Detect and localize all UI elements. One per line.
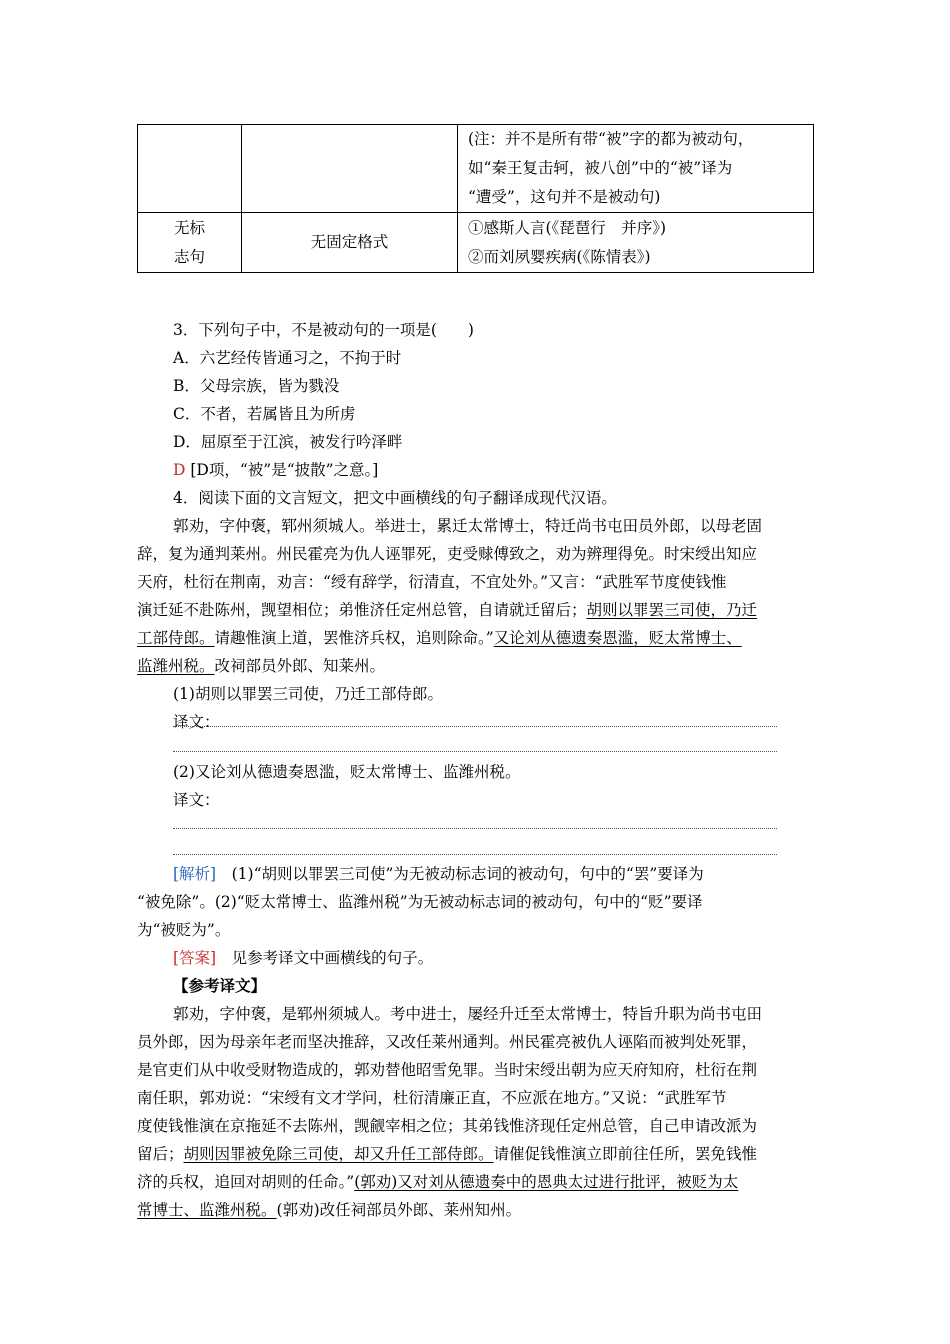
underlined-sentence: 常博士、监潍州税。 bbox=[137, 1201, 277, 1219]
passage-text: 改祠部员外郎、知莱州。 bbox=[214, 657, 386, 675]
reference-line: 员外郎，因为母亲年老而坚决推辞，又改任莱州通判。州民霍亮被仇人诬陷而被判处死罪， bbox=[137, 1033, 758, 1051]
answer-blank-line bbox=[173, 828, 777, 829]
grammar-table bbox=[137, 124, 814, 273]
reference-text: 留后； bbox=[137, 1145, 184, 1163]
question-3-stem: 3．下列句子中，不是被动句的一项是( ) bbox=[173, 321, 474, 339]
answer-letter: D bbox=[173, 461, 186, 479]
analysis-text: (1)“胡则以罪罢三司使”为无被动标志词的被动句，句中的“罢”要译为 bbox=[216, 865, 704, 883]
answer-line bbox=[137, 944, 853, 972]
analysis-tag: [解析] bbox=[173, 865, 217, 883]
note-line: (注：并不是所有带“被”字的都为被动句， bbox=[468, 130, 754, 148]
analysis-line: “被免除”。(2)“贬太常博士、监潍州税”为无被动标志词的被动句，句中的“贬”要译 bbox=[137, 893, 703, 911]
option-b: B．父母宗族，皆为戮没 bbox=[173, 377, 340, 395]
type-line: 志句 bbox=[173, 247, 205, 266]
answer-tag: [答案] bbox=[173, 949, 217, 967]
passage-line: 辞，复为通判莱州。州民霍亮为仇人诬罪死，吏受赇傅致之，劝为辨理得免。时宋绶出知应 bbox=[137, 545, 758, 563]
question-4-stem: 4．阅读下面的文言短文，把文中画横线的句子翻译成现代汉语。 bbox=[173, 489, 617, 507]
reference-line: 郭劝，字仲褒，是郓州须城人。考中进士，屡经升迁至太常博士，特旨升职为尚书屯田 bbox=[173, 1005, 763, 1023]
type-line: 无标 bbox=[173, 218, 205, 237]
table-cell-type bbox=[138, 213, 242, 273]
reference-heading: 【参考译文】 bbox=[173, 976, 267, 995]
option-a: A．六艺经传皆通习之，不拘于时 bbox=[173, 349, 402, 367]
table-row bbox=[138, 125, 814, 213]
answer-text: 见参考译文中画横线的句子。 bbox=[216, 949, 434, 967]
passage-line bbox=[137, 652, 817, 680]
passage-text: 请趣惟演上道，罢惟济兵权，追则除命。” bbox=[214, 629, 494, 647]
option-c: C．不者，若属皆且为所虏 bbox=[173, 405, 356, 423]
reference-line: 是官吏们从中收受财物造成的，郭劝替他昭雪免罪。当时宋绶出朝为应天府知府，杜衍在荆 bbox=[137, 1061, 758, 1079]
underlined-sentence: 胡则因罪被免除三司使，却又升任工部侍郎。 bbox=[183, 1145, 494, 1163]
passage-line: 郭劝，字仲褒，郓州须城人。举进士，累迁太常博士，特迁尚书屯田员外郎，以母老固 bbox=[173, 517, 763, 535]
table-cell-empty bbox=[242, 125, 458, 213]
reference-text: (郭劝)改任祠部员外郎、莱州知州。 bbox=[276, 1201, 522, 1219]
table-row bbox=[138, 213, 814, 273]
analysis-line: 为“被贬为”。 bbox=[137, 921, 231, 939]
answer-blank-line bbox=[173, 726, 777, 727]
table-cell-format: 无固定格式 bbox=[242, 213, 458, 273]
note-line: 如“秦王复击轲，被八创”中的“被”译为 bbox=[468, 159, 733, 177]
translation-label: 译文： bbox=[173, 791, 220, 809]
table-cell-examples bbox=[458, 213, 814, 273]
reference-text: 请催促钱惟演立即前往任所，罢免钱惟 bbox=[493, 1145, 758, 1163]
table-cell-note bbox=[458, 125, 814, 213]
example-line: ①感斯人言(《琵琶行 并序》) bbox=[468, 218, 667, 237]
underlined-sentence: 胡则以罪罢三司使，乃迁 bbox=[586, 601, 758, 619]
sub-question-2: (2)又论刘从德遗奏恩滥，贬太常博士、监潍州税。 bbox=[173, 763, 521, 781]
table-cell-empty bbox=[138, 125, 242, 213]
underlined-sentence: (郭劝)又对刘从德遗奏中的恩典太过进行批评，被贬为太 bbox=[354, 1173, 739, 1191]
reference-line: 度使钱惟演在京拖延不去陈州，觊觎宰相之位；其弟钱惟济现任定州总管，自己申请改派为 bbox=[137, 1117, 758, 1135]
underlined-sentence: 又论刘从德遗奏恩滥，贬太常博士、 bbox=[493, 629, 742, 647]
note-line: “遭受”，这句并不是被动句) bbox=[468, 188, 661, 206]
answer-blank-line bbox=[173, 854, 777, 855]
passage-line: 天府，杜衍在荆南，劝言：“绶有辞学，衍清直，不宜处外。”又言：“武胜军节度使钱惟 bbox=[137, 573, 727, 591]
analysis-line bbox=[137, 860, 853, 888]
reference-text: 济的兵权，追回对胡则的任命。” bbox=[137, 1173, 355, 1191]
passage-line bbox=[137, 624, 817, 652]
reference-line: 南任职，郭劝说：“宋绶有文才学问，杜衍清廉正直，不应派在地方。”又说：“武胜军节 bbox=[137, 1089, 727, 1107]
sub-question-1: (1)胡则以罪罢三司使，乃迁工部侍郎。 bbox=[173, 685, 443, 703]
option-d: D．屈原至于江滨，被发行吟泽畔 bbox=[173, 433, 403, 451]
underlined-sentence: 监潍州税。 bbox=[137, 657, 215, 675]
answer-blank-line bbox=[173, 751, 777, 752]
question-3-answer bbox=[137, 456, 853, 484]
reference-line bbox=[137, 1168, 817, 1196]
translation-label: 译文： bbox=[173, 713, 220, 731]
reference-line bbox=[137, 1140, 817, 1168]
example-line: ②而刘夙婴疾病(《陈情表》) bbox=[468, 247, 651, 266]
answer-explanation: [D项，“被”是“披散”之意。] bbox=[190, 461, 379, 479]
passage-text: 演迁延不赴陈州，觊望相位；弟惟济任定州总管，自请就迁留后； bbox=[137, 601, 587, 619]
passage-line bbox=[137, 596, 817, 624]
reference-line bbox=[137, 1196, 817, 1224]
underlined-sentence: 工部侍郎。 bbox=[137, 629, 215, 647]
